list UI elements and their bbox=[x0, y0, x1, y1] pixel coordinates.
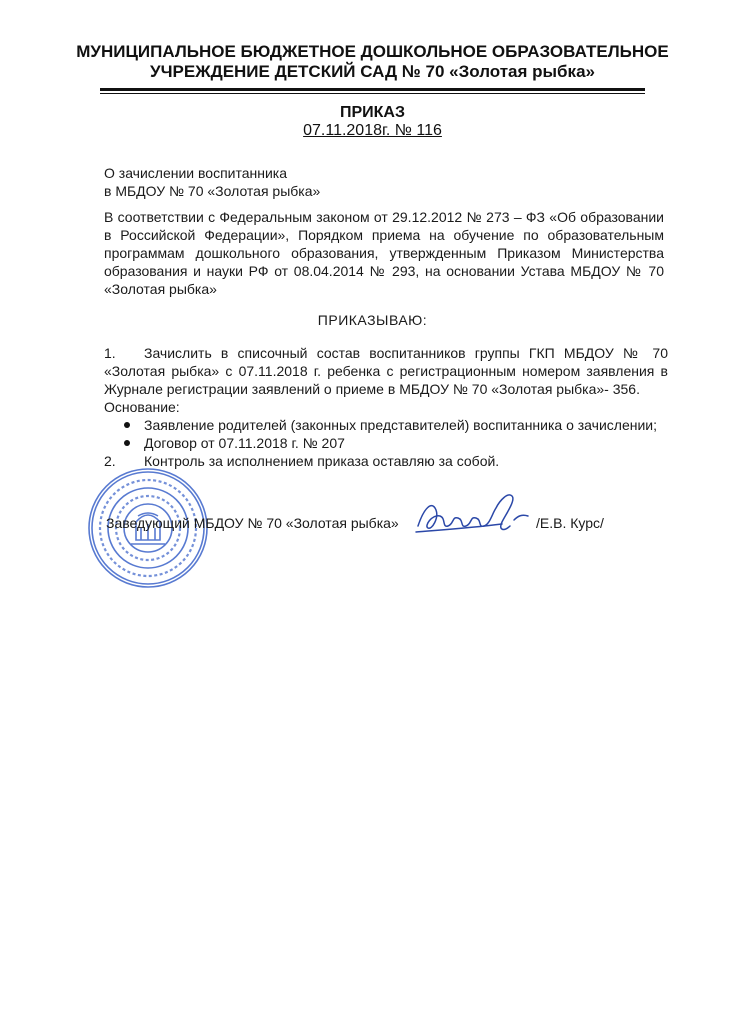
handwritten-signature-icon bbox=[410, 486, 540, 546]
basis-label: Основание: bbox=[104, 399, 180, 415]
item-1-number: 1. bbox=[104, 345, 116, 361]
item-2-text: Контроль за исполнением приказа оставляю за собой. bbox=[144, 453, 500, 469]
basis-item-text: Договор от 07.11.2018 г. № 207 bbox=[144, 435, 345, 451]
bullet-icon bbox=[124, 440, 130, 446]
order-items bbox=[104, 344, 668, 470]
basis-list bbox=[104, 416, 668, 452]
document-date-number-text: 07.11.2018г. № 116 bbox=[303, 122, 442, 139]
header-rule-thin bbox=[100, 93, 645, 94]
document-date-number bbox=[0, 122, 745, 140]
header-rule-thick bbox=[100, 88, 645, 91]
signatory-name: /Е.В. Курс/ bbox=[536, 515, 604, 531]
signature-line bbox=[106, 514, 626, 534]
basis-item-text: Заявление родителей (законных представителей) воспитанника о зачислении; bbox=[144, 417, 657, 433]
preamble-paragraph: В соответствии с Федеральным законом от 29.12.2012 № 273 – ФЗ «Об образовании в Российской Федерации», Порядком приема на обучение по образовательным программам дошкольного образования, утвержденным Приказом Министерства образования и науки РФ от 08.04.2014 № 293, на основании Устава МБДОУ № 70 «Золотая рыбка» bbox=[104, 209, 664, 297]
order-item-1 bbox=[104, 344, 668, 398]
document-type: ПРИКАЗ bbox=[339, 104, 405, 121]
subject-line-1: О зачислении воспитанника bbox=[104, 165, 288, 181]
basis-list-item bbox=[122, 416, 668, 434]
order-word: ПРИКАЗЫВАЮ: bbox=[317, 312, 428, 328]
subject-line-2: в МБДОУ № 70 «Золотая рыбка» bbox=[104, 183, 321, 199]
bullet-icon bbox=[124, 422, 130, 428]
org-title-line-1: МУНИЦИПАЛЬНОЕ БЮДЖЕТНОЕ ДОШКОЛЬНОЕ ОБРАЗОВАТЕЛЬНОЕ bbox=[76, 42, 669, 61]
signatory-position: Заведующий МБДОУ № 70 «Золотая рыбка» bbox=[106, 515, 399, 531]
order-subject bbox=[104, 164, 320, 200]
basis-list-item bbox=[122, 434, 668, 452]
organization-title bbox=[40, 42, 705, 82]
org-title-line-2: УЧРЕЖДЕНИЕ ДЕТСКИЙ САД № 70 «Золотая рыбка» bbox=[150, 62, 595, 81]
item-2-number: 2. bbox=[104, 453, 116, 469]
item-1-text: Зачислить в списочный состав воспитанников группы ГКП МБДОУ № 70 «Золотая рыбка» с 07.11.2018 г. ребенка с регистрационным номером заявления в Журнале регистрации заявлений о приеме в МБДОУ № 70 «Золотая рыбка»- 356. bbox=[104, 345, 668, 397]
